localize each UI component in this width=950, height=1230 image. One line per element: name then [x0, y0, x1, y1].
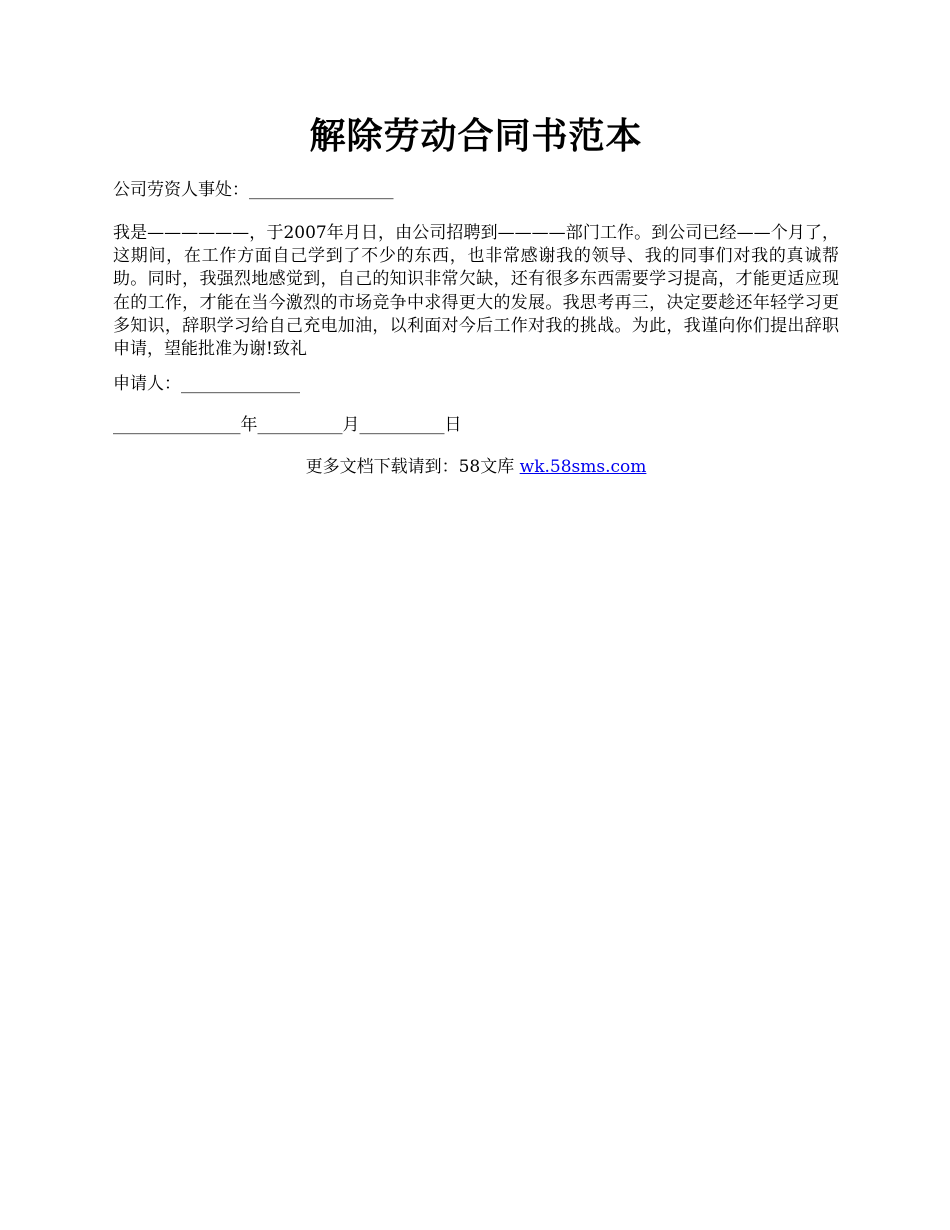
- footer: [113, 456, 839, 478]
- day-blank: __________: [359, 415, 445, 435]
- body-paragraph: 我是——————，于2007年月日，由公司招聘到————部门工作。到公司已经——个月了，这期间，在工作方面自己学到了不少的东西，也非常感谢我的领导、我的同事们对我的真诚帮助。同时，我强烈地感觉到，自己的知识非常欠缺，还有很多东西需要学习提高，才能更适应现在的工作，才能在当今激烈的市场竞争中求得更大的发展。我思考再三，决定要趁还年轻学习更多知识，辞职学习给自己充电加油，以利面对今后工作对我的挑战。为此，我谨向你们提出辞职申请，望能批准为谢!致礼: [113, 223, 839, 360]
- month-blank: __________: [257, 415, 343, 435]
- date-line: [113, 414, 839, 436]
- footer-link[interactable]: wk.58sms.com: [519, 457, 647, 477]
- month-label: 月: [342, 415, 360, 435]
- year-blank: _______________: [113, 415, 241, 435]
- addressee-line: 公司劳资人事处：_________________: [113, 180, 394, 200]
- document-title: 解除劳动合同书范本: [309, 115, 643, 157]
- applicant-line: 申请人：______________: [113, 374, 300, 394]
- year-label: 年: [240, 415, 258, 435]
- day-label: 日: [444, 415, 462, 435]
- footer-text: 更多文档下载请到：58文库: [305, 457, 520, 477]
